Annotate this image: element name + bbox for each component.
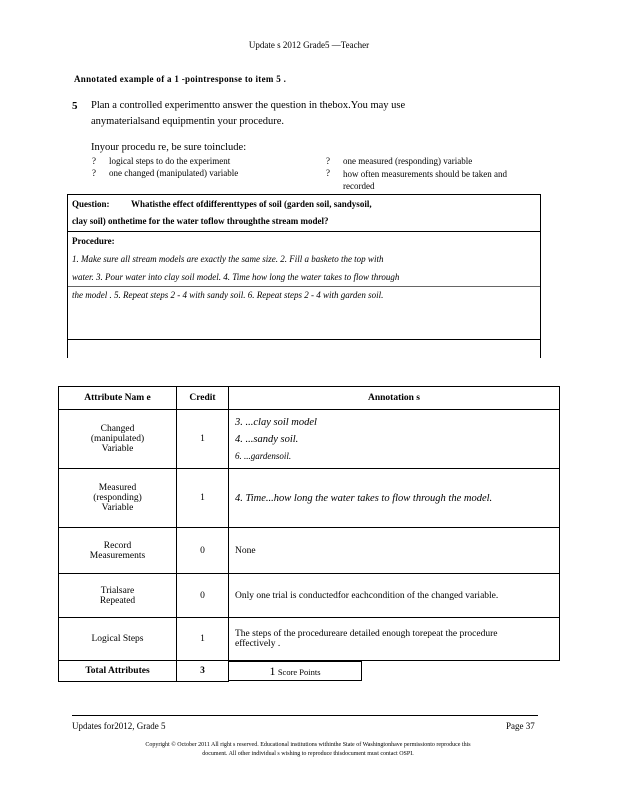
attribute-cell	[59, 410, 177, 469]
question-line-2: clay soil) onthetime for the water toflow throughthe stream model?	[72, 216, 329, 226]
question-label: Question:	[72, 199, 110, 209]
attribute-text: Measured	[98, 483, 137, 493]
attribute-text: (responding)	[93, 493, 142, 503]
attribute-table	[58, 386, 560, 682]
table-row	[59, 574, 560, 618]
annotation-text: None	[235, 545, 256, 556]
item-line-2: anymaterialsand equipmentin your procedure.	[91, 116, 285, 127]
bullet-mark: ?	[92, 156, 96, 166]
footer-page-number: Page 37	[506, 721, 535, 731]
copyright-line: document. All other individual s wishing to reproduce thisdocument must contact OSPI.	[202, 751, 414, 757]
credit-cell: 0	[177, 528, 229, 574]
table-total-row	[59, 661, 560, 682]
procedure-line: water. 3. Pour water into clay soil model. 4. Time how long the water takes to flow through	[72, 272, 400, 282]
bullet-text: how often measurements should be taken and recorded	[343, 169, 507, 191]
intro-heading: Annotated example of a 1 -pointresponse to item 5 .	[74, 74, 287, 84]
attribute-text: (manipulated)	[90, 434, 145, 444]
include-label: Inyour procedu re, be sure toinclude:	[91, 142, 247, 153]
attribute-text: Variable	[101, 503, 134, 513]
score-label: Score Points	[277, 667, 321, 677]
attribute-text: Trialsare	[100, 585, 135, 596]
annotation-text: 6. ...gardensoil.	[235, 450, 292, 461]
table-row	[59, 469, 560, 528]
table-row	[59, 618, 560, 661]
header-annotations: Annotation s	[229, 387, 560, 410]
attribute-text: Changed	[100, 424, 135, 434]
total-credit: 3	[177, 661, 229, 682]
attribute-cell	[59, 469, 177, 528]
attribute-text: Record	[103, 540, 132, 551]
bullet-text: one changed (manipulated) variable	[109, 168, 239, 178]
score-number: 1	[269, 664, 276, 678]
running-header: Update s 2012 Grade5 —Teacher	[248, 40, 370, 50]
annotation-text: The steps of the procedureare detailed enough torepeat the procedure	[235, 629, 498, 639]
annotation-text: 4. ...sandy soil.	[235, 433, 299, 445]
annotation-text: 4. Time...how long the water takes to flow through the model.	[235, 492, 493, 504]
procedure-line: 1. Make sure all stream models are exactly the same size. 2. Fill a basketo the top with	[72, 254, 384, 264]
procedure-line: the model . 5. Repeat steps 2 - 4 with sandy soil. 6. Repeat steps 2 - 4 with garden soil.	[72, 290, 384, 300]
credit-cell: 0	[177, 574, 229, 618]
bullet-text: one measured (responding) variable	[343, 156, 473, 166]
bullet-text: logical steps to do the experiment	[109, 156, 231, 166]
attribute-text: Logical Steps	[91, 634, 144, 644]
copyright-line: Copyright © October 2011 All right s reserved. Educational institutions withinthe State of Washingtonhave permissionto reproduce this	[145, 742, 471, 748]
item-line-1: Plan a controlled experimentto answer the question in thebox.You may use	[91, 100, 406, 111]
question-line-1: Whatisthe effect ofdifferenttypes of soil (garden soil, sandysoil,	[131, 199, 372, 209]
header-attribute: Attribute Nam e	[59, 387, 177, 410]
copyright-notice	[60, 741, 556, 759]
table-row	[59, 410, 560, 469]
annotation-cell	[229, 574, 560, 618]
annotation-text: Only one trial is conductedfor eachcondition of the changed variable.	[235, 590, 499, 601]
annotation-cell	[229, 528, 560, 574]
annotation-cell	[229, 469, 560, 528]
credit-cell: 1	[177, 469, 229, 528]
footer-left: Updates for2012, Grade 5	[72, 721, 166, 731]
total-label: Total Attributes	[59, 661, 177, 682]
header-credit: Credit	[177, 387, 229, 410]
annotation-cell	[229, 410, 560, 469]
annotation-cell	[229, 618, 560, 661]
procedure-label: Procedure:	[72, 236, 115, 246]
attribute-cell	[59, 528, 177, 574]
attribute-text: Repeated	[99, 595, 136, 606]
attribute-cell	[59, 574, 177, 618]
bullet-mark: ?	[326, 156, 330, 166]
attribute-cell	[59, 618, 177, 661]
score-points-holder	[229, 661, 560, 682]
attribute-text: Measurements	[89, 550, 146, 561]
table-row	[59, 528, 560, 574]
table-header-row	[59, 387, 560, 410]
attribute-text: Variable	[101, 444, 134, 454]
score-points-box	[228, 661, 362, 681]
credit-cell: 1	[177, 410, 229, 469]
credit-cell: 1	[177, 618, 229, 661]
annotation-text: 3. ...clay soil model	[235, 416, 317, 428]
bullet-mark: ?	[326, 168, 330, 178]
bullet-mark: ?	[92, 168, 96, 178]
item-number: 5	[72, 100, 78, 112]
annotation-text: effectively .	[235, 639, 281, 649]
